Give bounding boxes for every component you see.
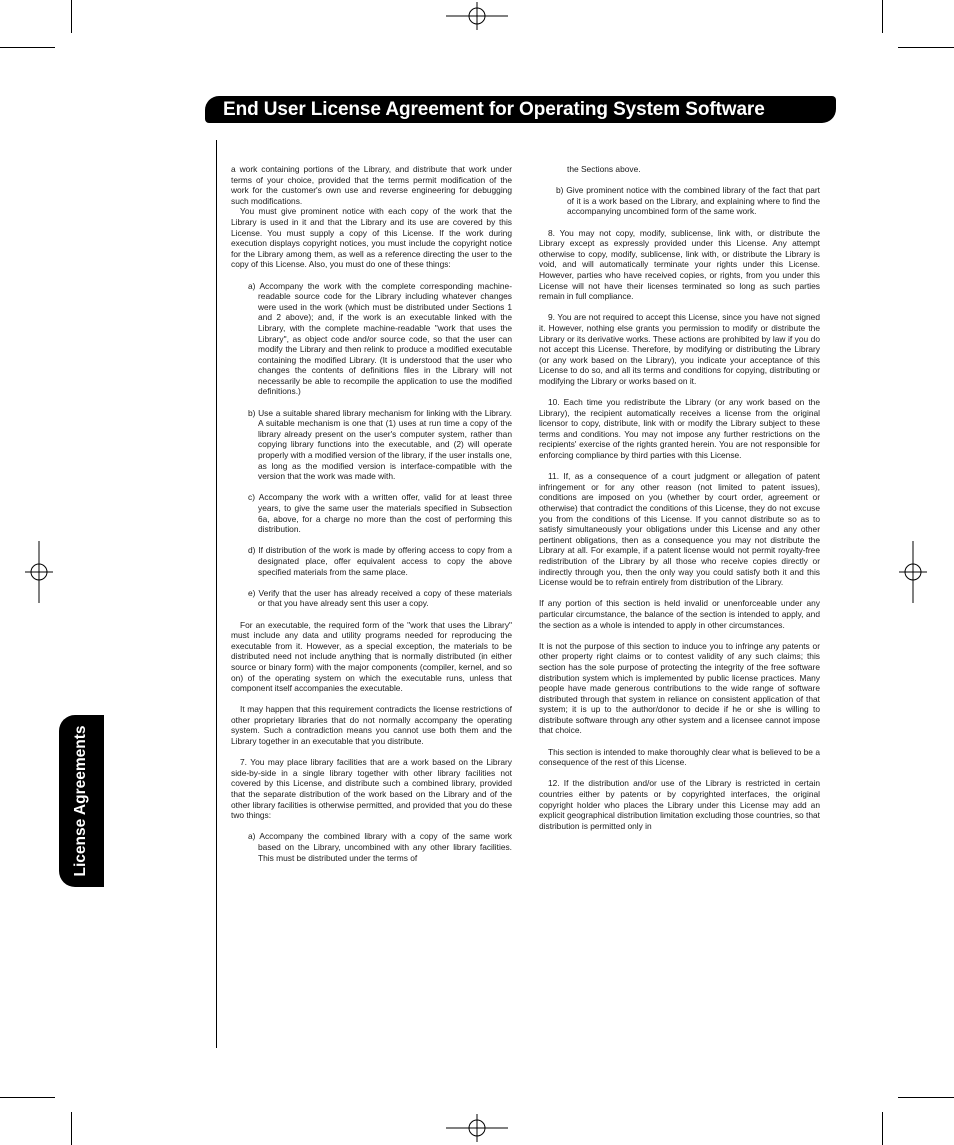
paragraph: 8. You may not copy, modify, sublicense, link with, or distribute the Library except as expressly provided under this License. Any attempt otherwise to copy, modify, sublicense, link with, or distribute the Library is void, and will automatically terminate your rights under this License. However, parties who have received copies, or rights, from you under this License will not have their licenses terminated so long as such parties remain in full compliance.	[539, 227, 820, 302]
paragraph: b) Use a suitable shared library mechanism for linking with the Library. A suitable mechanism is one that (1) uses at run time a copy of the library already present on the user's computer system, rather than copying library functions into the executable, and (2) will operate properly with a modified version of the library, if the user installs one, as long as the modified version is interface-compatible with the version that the work was made with.	[248, 407, 512, 482]
paragraph: If any portion of this section is held invalid or unenforceable under any particular circumstance, the balance of the section is intended to apply, and the section as a whole is intended to apply in other circumstances.	[539, 598, 820, 630]
paragraph: 11. If, as a consequence of a court judgment or allegation of patent infringement or for any other reason (not limited to patent issues), conditions are imposed on you (whether by court order, agreement or otherwise) that contradict the conditions of this License, they do not excuse you from the conditions of this License. If you cannot distribute so as to satisfy simultaneously your obligations under this License and any other pertinent obligations, then as a consequence you may not distribute the Library at all. For example, if a patent license would not permit royalty-free redistribution of the Library by all those who receive copies directly or indirectly through you, then the only way you could satisfy both it and this License would be to refrain entirely from distribution of the Library.	[539, 471, 820, 588]
registration-mark-icon	[899, 541, 927, 603]
paragraph: 12. If the distribution and/or use of the Library is restricted in certain countries either by patents or by copyrighted interfaces, the original copyright holder who places the Library under this License may add an explicit geographical distribution limitation excluding those countries, so that distribution is permitted only in	[539, 778, 820, 831]
paragraph: 10. Each time you redistribute the Library (or any work based on the Library), the recipient automatically receives a license from the original licensor to copy, distribute, link with or modify the Library subject to these terms and conditions. You may not impose any further restrictions on the recipients' exercise of the rights granted herein. You are not responsible for enforcing compliance by third parties with this License.	[539, 397, 820, 461]
paragraph: d) If distribution of the work is made by offering access to copy from a designated place, offer equivalent access to copy the above specified materials from the same place.	[248, 545, 512, 577]
paragraph: a) Accompany the combined library with a copy of the same work based on the Library, uncombined with any other library facilities. This must be distributed under the terms of	[248, 831, 512, 863]
crop-mark	[898, 1097, 954, 1098]
paragraph: a) Accompany the work with the complete corresponding machine-readable source code for the Library including whatever changes were used in the work (which must be distributed under Sections 1 and 2 above); and, if the work is an executable linked with the Library, with the complete machine-readable "work that uses the Library", as object code and/or source code, so that the user can modify the Library and then relink to produce a modified executable containing the modified Library. (It is understood that the user who changes the contents of definitions files in the Library will not necessarily be able to recompile the application to use the modified definitions.)	[248, 280, 512, 397]
paragraph: 7. You may place library facilities that are a work based on the Library side-by-side in a single library together with other library facilities not covered by this License, and distribute such a combined library, provided that the separate distribution of the work based on the Library and of the other library facilities is otherwise permitted, and provided that you do these two things:	[231, 757, 512, 821]
section-tab-label: License Agreements	[72, 725, 89, 877]
registration-mark-icon	[25, 541, 53, 603]
page-title: End User License Agreement for Operating System Software	[223, 99, 765, 120]
paragraph: a work containing portions of the Library, and distribute that work under terms of your choice, provided that the terms permit modification of the work for the customer's own use and reverse engineering for debugging such modifications.	[231, 164, 512, 206]
title-banner	[205, 96, 836, 123]
crop-mark	[0, 47, 55, 48]
paragraph: You must give prominent notice with each copy of the work that the Library is used in it and that the Library and its use are covered by this License. You must supply a copy of this License. If the work during execution displays copyright notices, you must include the copyright notice for the Library among them, as well as a reference directing the user to the copy of this License. Also, you must do one of these things:	[231, 206, 512, 270]
crop-mark	[0, 1097, 55, 1098]
crop-mark	[882, 1112, 883, 1145]
paragraph: 9. You are not required to accept this License, since you have not signed it. However, nothing else grants you permission to modify or distribute the Library or its derivative works. These actions are prohibited by law if you do not accept this License. Therefore, by modifying or distributing the Library (or any work based on the Library), you indicate your acceptance of this License to do so, and all its terms and conditions for copying, distributing or modifying the Library or works based on it.	[539, 312, 820, 386]
paragraph: It is not the purpose of this section to induce you to infringe any patents or other property right claims or to contest validity of any such claims; this section has the sole purpose of protecting the integrity of the free software distribution system which is implemented by public license practices. Many people have made generous contributions to the wide range of software distributed through that system in reliance on consistent application of that system; it is up to the author/donor to decide if he or she is willing to distribute software through any other system and a licensee cannot impose that choice.	[539, 640, 820, 736]
crop-mark	[882, 0, 883, 33]
crop-mark	[71, 1112, 72, 1145]
left-text-column	[231, 164, 512, 874]
right-text-column	[539, 164, 820, 842]
paragraph: the Sections above.	[567, 164, 641, 174]
paragraph: e) Verify that the user has already received a copy of these materials or that you have already sent this user a copy.	[248, 587, 512, 609]
registration-mark-icon	[446, 1114, 508, 1142]
paragraph: This section is intended to make thoroughly clear what is believed to be a consequence of the rest of this License.	[539, 746, 820, 768]
paragraph: For an executable, the required form of the "work that uses the Library" must include any data and utility programs needed for reproducing the executable from it. However, as a special exception, the materials to be distributed need not include anything that is normally distributed (in either source or binary form) with the major components (compiler, kernel, and so on) of the operating system on which the executable runs, unless that component itself accompanies the executable.	[231, 619, 512, 694]
paragraph: b) Give prominent notice with the combined library of the fact that part of it is a work based on the Library, and explaining where to find the accompanying uncombined form of the same work.	[556, 185, 820, 217]
paragraph: It may happen that this requirement contradicts the license restrictions of other proprietary libraries that do not normally accompany the operating system. Such a contradiction means you cannot use both them and the Library together in an executable that you distribute.	[231, 704, 512, 747]
paragraph: c) Accompany the work with a written offer, valid for at least three years, to give the same user the materials specified in Subsection 6a, above, for a charge no more than the cost of performing this distribution.	[248, 492, 512, 535]
registration-mark-icon	[446, 2, 508, 30]
column-divider	[216, 140, 217, 1048]
section-tab	[59, 715, 104, 887]
crop-mark	[71, 0, 72, 33]
crop-mark	[898, 47, 954, 48]
